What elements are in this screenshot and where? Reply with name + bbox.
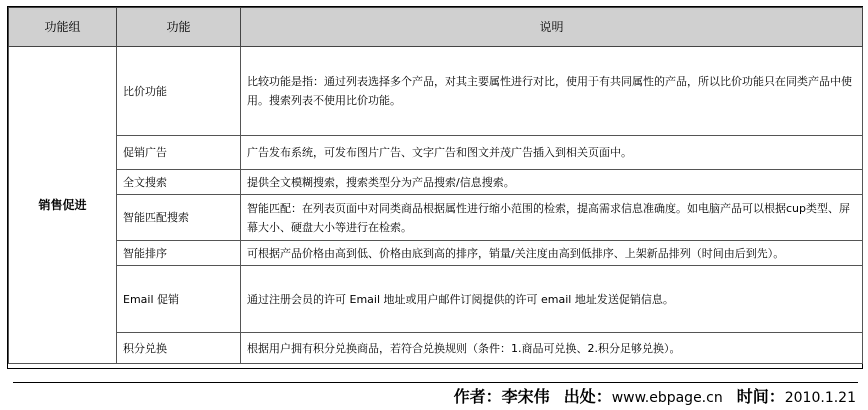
time-label: 时间： (736, 389, 785, 406)
table-row (9, 47, 863, 136)
function-cell: 全文搜索 (117, 170, 241, 195)
description-cell: 比较功能是指：通过列表选择多个产品，对其主要属性进行对比，使用于有共同属性的产品，所以比价功能只在同类产品中使用。搜索列表不使用比价功能。 (241, 47, 863, 136)
footer-credit (454, 388, 856, 408)
table-row (9, 266, 863, 333)
source-label: 出处： (563, 389, 612, 406)
table-row (9, 170, 863, 195)
function-cell: 比价功能 (117, 47, 241, 136)
author-label: 作者： (453, 389, 502, 406)
description-cell: 根据用户拥有积分兑换商品，若符合兑换规则（条件：1.商品可兑换、2.积分足够兑换）。 (241, 333, 863, 364)
description-cell: 提供全文模糊搜索，搜索类型分为产品搜索/信息搜索。 (241, 170, 863, 195)
table-row (9, 241, 863, 266)
table-row (9, 136, 863, 170)
function-cell: 智能匹配搜索 (117, 195, 241, 241)
description-cell: 智能匹配：在列表页面中对同类商品根据属性进行缩小范围的检索，提高需求信息准确度。如电脑产品可以根据cup类型、屏幕大小、硬盘大小等进行在检索。 (241, 195, 863, 241)
source-url: www.ebpage.cn (611, 390, 723, 406)
table-frame (7, 6, 863, 369)
function-cell: 智能排序 (117, 241, 241, 266)
header-function: 功能 (117, 8, 241, 47)
header-description: 说明 (241, 8, 863, 47)
footer-divider (13, 382, 858, 383)
feature-table (8, 7, 863, 364)
header-row (9, 8, 863, 47)
table-row (9, 195, 863, 241)
function-cell: Email 促销 (117, 266, 241, 333)
function-cell: 促销广告 (117, 136, 241, 170)
function-cell: 积分兑换 (117, 333, 241, 364)
description-cell: 可根据产品价格由高到低、价格由底到高的排序，销量/关注度由高到低排序、上架新品排列（时间由后到先）。 (241, 241, 863, 266)
table-row (9, 333, 863, 364)
description-cell: 广告发布系统，可发布图片广告、文字广告和图文并茂广告插入到相关页面中。 (241, 136, 863, 170)
header-group: 功能组 (9, 8, 117, 47)
group-cell: 销售促进 (9, 47, 117, 364)
time-value: 2010.1.21 (784, 390, 856, 406)
description-cell: 通过注册会员的许可 Email 地址或用户邮件订阅提供的许可 email 地址发送促销信息。 (241, 266, 863, 333)
author-name: 李宋伟 (501, 389, 550, 406)
